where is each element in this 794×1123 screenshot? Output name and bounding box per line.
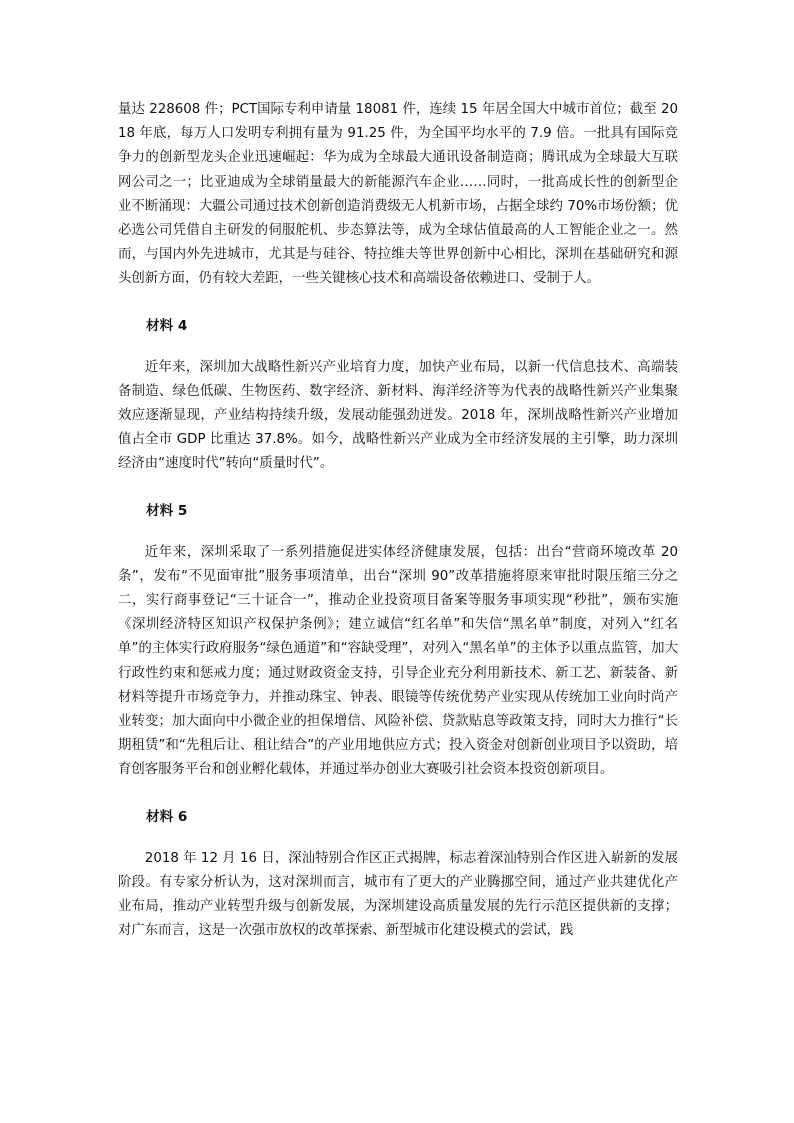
section-spacer [118,783,678,805]
section-heading-material-4: 材料 4 [146,317,188,334]
document-page [118,98,678,943]
section-spacer [118,338,678,356]
section-paragraph-material-5: 近年来，深圳采取了一系列措施促进实体经济健康发展，包括：出台“营商环境改革 20 条”，发布“不见面审批”服务事项清单，出台“深圳 90”改革措施将原来审批时限压缩三分之二，实行商事登记“三十证合一”，推动企业投资项目备案等服务事项实现“秒批”，颁布实施《深圳经济特区知识产权保护条例》；建立诚信“红名单”和失信“黑名单”制度，对列入“红名单”的主体实行政府服务“绿色通道”和“容缺受理”，对列入“黑名单”的主体予以重点监管，加大行政性约束和惩戒力度；通过财政资金支持，引导企业充分利用新技术、新工艺、新装备、新材料等提升市场竞争力，并推动珠宝、钟表、眼镜等传统优势产业实现从传统加工业向时尚产业转变；加大面向中小微企业的担保增信、风险补偿、贷款贴息等政策支持，同时大力推行“长期租赁”和“先租后让、租让结合”的产业用地供应方式；投入资金对创新创业项目予以资助，培育创客服务平台和创业孵化载体，并通过举办创业大赛吸引社会资本投资创新项目。 [118,544,678,778]
section-paragraph-material-6: 2018 年 12 月 16 日，深汕特别合作区正式揭牌，标志着深汕特别合作区进入崭新的发展阶段。有专家分析认为，这对深圳而言，城市有了更大的产业腾挪空间，通过产业共建优化产业布局，推动产业转型升级与创新发展，为深圳建设高质量发展的先行示范区提供新的支撑；对广东而言，这是一次强市放权的改革探索、新型城市化建设模式的尝试，践 [118,850,678,939]
section-spacer [118,477,678,499]
section-heading-material-6: 材料 6 [146,808,188,825]
section-spacer [118,292,678,314]
intro-paragraph: 量达 228608 件；PCT国际专利申请量 18081 件，连续 15 年居全国大中城市首位；截至 2018 年底，每万人口发明专利拥有量为 91.25 件，为全国平均水平的 7.9 倍。一批具有国际竞争力的创新型龙头企业迅速崛起：华为成为全球最大通讯设备制造商；腾讯成为全球最大互联网公司之一；比亚迪成为全球销量最大的新能源汽车企业……同时，一批高成长性的创新型企业不断涌现：大疆公司通过技术创新创造消费级无人机新市场，占据全球约 70%市场份额；优必选公司凭借自主研发的伺服舵机、步态算法等，成为全球估值最高的人工智能企业之一。然而，与国内外先进城市，尤其是与硅谷、特拉维夫等世界创新中心相比，深圳在基础研究和源头创新方面，仍有较大差距，一些关键核心技术和高端设备依赖进口、受制于人。 [118,102,678,287]
section-spacer [118,829,678,847]
section-spacer [118,523,678,541]
section-paragraph-material-4: 近年来，深圳加大战略性新兴产业培育力度，加快产业布局，以新一代信息技术、高端装备制造、绿色低碳、生物医药、数字经济、新材料、海洋经济等为代表的战略性新兴产业集聚效应逐渐显现，产业结构持续升级，发展动能强劲迸发。2018 年，深圳战略性新兴产业增加值占全市 GDP 比重达 37.8%。如今，战略性新兴产业成为全市经济发展的主引擎，助力深圳经济由“速度时代”转向“质量时代”。 [118,359,678,472]
section-heading-material-5: 材料 5 [146,502,188,519]
